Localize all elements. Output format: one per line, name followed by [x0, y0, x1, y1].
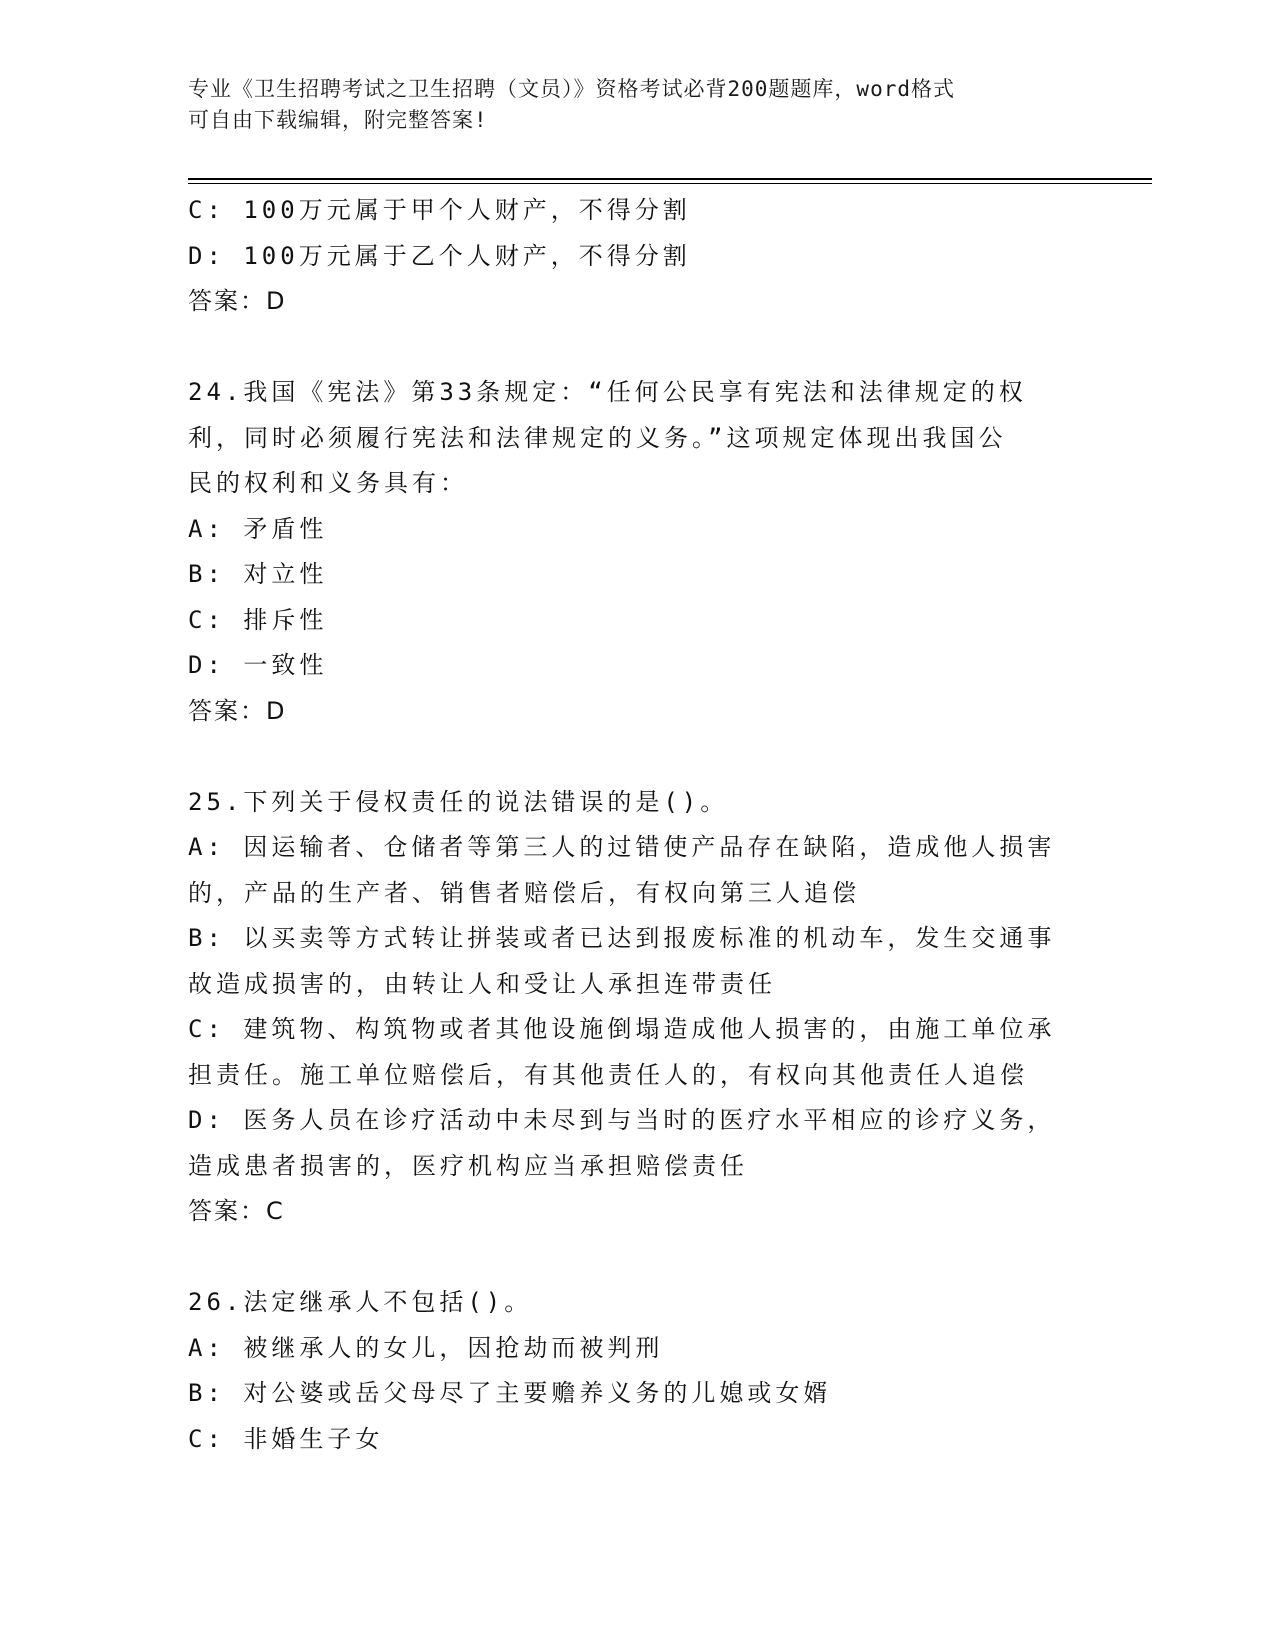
header-rule-thick	[188, 178, 1152, 180]
question-text-line: 24.我国《宪法》第33条规定：“任何公民享有宪法和法律规定的权	[188, 378, 1027, 406]
question-text-line: 利，同时必须履行宪法和法律规定的义务。”这项规定体现出我国公	[188, 423, 1007, 452]
answer-line: 答案：D	[188, 696, 287, 725]
question-text-line: 民的权利和义务具有：	[188, 469, 468, 497]
option-c: C: 建筑物、构筑物或者其他设施倒塌造成他人损害的，由施工单位承	[188, 1015, 1056, 1043]
header-line-2: 可自由下载编辑，附完整答案!	[188, 108, 488, 132]
answer-line: 答案：C	[188, 1197, 285, 1225]
question-content	[188, 188, 1088, 1462]
prev-question	[188, 188, 1088, 325]
answer-line: 答案：D	[188, 287, 287, 315]
spacer	[188, 325, 1088, 371]
option-a-continued: 的，产品的生产者、销售者赔偿后，有权向第三人追偿	[188, 878, 860, 907]
option-c: C: 100万元属于甲个人财产，不得分割	[188, 196, 691, 224]
question-text-line: 26.法定继承人不包括()。	[188, 1288, 533, 1316]
question-24	[188, 370, 1088, 734]
question-25	[188, 780, 1088, 1235]
option-a: A: 被继承人的女儿，因抢劫而被判刑	[188, 1333, 664, 1362]
option-a: A: 因运输者、仓储者等第三人的过错使产品存在缺陷，造成他人损害	[188, 833, 1056, 861]
spacer	[188, 734, 1088, 780]
option-b: B: 对公婆或岳父母尽了主要赡养义务的儿媳或女婿	[188, 1379, 832, 1407]
option-b: B: 对立性	[188, 560, 328, 588]
question-26	[188, 1280, 1088, 1462]
option-b-continued: 故造成损害的，由转让人和受让人承担连带责任	[188, 969, 776, 998]
option-d: D: 医务人员在诊疗活动中未尽到与当时的医疗水平相应的诊疗义务，	[188, 1106, 1056, 1134]
option-d: D: 一致性	[188, 651, 328, 679]
option-d: D: 100万元属于乙个人财产，不得分割	[188, 241, 691, 270]
option-d-continued: 造成患者损害的，医疗机构应当承担赔偿责任	[188, 1151, 748, 1180]
spacer	[188, 1235, 1088, 1281]
header-line-1: 专业《卫生招聘考试之卫生招聘（文员）》资格考试必背200题题库，word格式	[188, 77, 955, 101]
question-text-line: 25.下列关于侵权责任的说法错误的是()。	[188, 787, 729, 816]
document-header	[188, 74, 1088, 136]
option-c: C: 排斥性	[188, 605, 328, 634]
option-c-continued: 担责任。施工单位赔偿后，有其他责任人的，有权向其他责任人追偿	[188, 1060, 1028, 1089]
option-b: B: 以买卖等方式转让拼装或者已达到报废标准的机动车，发生交通事	[188, 924, 1056, 952]
header-rule-thin	[188, 183, 1152, 184]
option-a: A: 矛盾性	[188, 514, 328, 543]
option-c: C: 非婚生子女	[188, 1424, 384, 1453]
